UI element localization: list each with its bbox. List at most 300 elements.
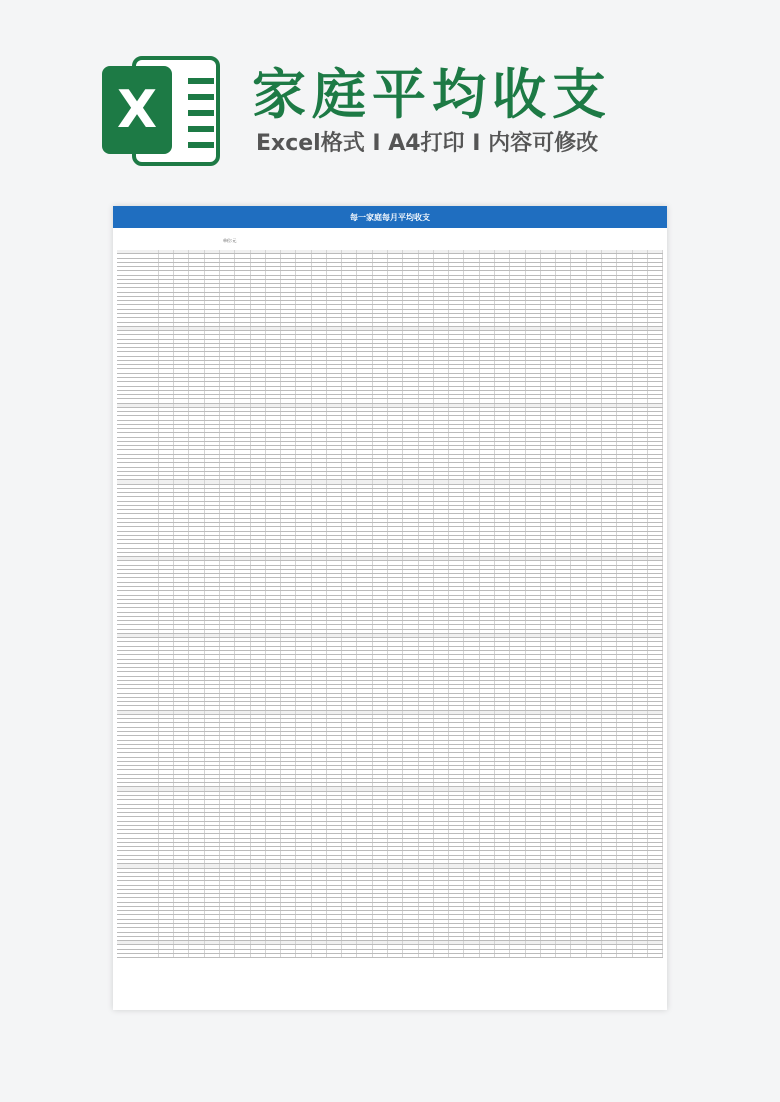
table-cell [480, 271, 495, 274]
table-cell [357, 259, 372, 262]
table-cell [159, 741, 174, 744]
table-cell [373, 787, 388, 790]
table-cell [296, 472, 311, 475]
table-cell [434, 544, 449, 547]
table-cell [526, 660, 541, 663]
table-cell [251, 408, 266, 411]
table-cell [220, 387, 235, 390]
table-cell [357, 856, 372, 859]
table-cell [510, 259, 525, 262]
table-cell [189, 459, 204, 462]
table-cell [205, 621, 220, 624]
table-cell [587, 352, 602, 355]
table-cell [296, 463, 311, 466]
table-cell [296, 600, 311, 603]
table-cell [556, 412, 571, 415]
table-cell [510, 770, 525, 773]
table-cell [510, 694, 525, 697]
table-cell [526, 540, 541, 543]
table-cell [571, 613, 586, 616]
table-cell [587, 259, 602, 262]
table-cell [541, 446, 556, 449]
table-cell [312, 510, 327, 513]
table-cell [205, 830, 220, 833]
table-cell [117, 485, 159, 488]
table-cell [434, 476, 449, 479]
table-cell [480, 694, 495, 697]
table-cell [419, 553, 434, 556]
table-cell [117, 527, 159, 530]
table-cell [342, 310, 357, 313]
table-cell [403, 664, 418, 667]
table-cell [220, 578, 235, 581]
table-cell [648, 647, 663, 650]
table-cell [434, 826, 449, 829]
table-cell [480, 817, 495, 820]
table-cell [296, 276, 311, 279]
table-cell [464, 348, 479, 351]
table-cell [388, 557, 403, 560]
table-cell [296, 506, 311, 509]
table-cell [174, 527, 189, 530]
table-cell [602, 446, 617, 449]
table-cell [617, 297, 632, 300]
table-cell [281, 463, 296, 466]
table-cell [189, 817, 204, 820]
table-cell [174, 843, 189, 846]
table-cell [541, 514, 556, 517]
table-cell [117, 775, 159, 778]
table-cell [266, 450, 281, 453]
table-cell [220, 318, 235, 321]
table-cell [373, 378, 388, 381]
table-cell [266, 480, 281, 483]
table-cell [159, 442, 174, 445]
table-cell [189, 634, 204, 637]
table-cell [174, 382, 189, 385]
table-cell [434, 638, 449, 641]
table-cell [602, 770, 617, 773]
table-cell [633, 331, 648, 334]
table-cell [373, 647, 388, 650]
table-cell [434, 305, 449, 308]
table-cell [205, 267, 220, 270]
table-cell [449, 578, 464, 581]
table-cell [648, 728, 663, 731]
table-cell [526, 429, 541, 432]
table-cell [357, 561, 372, 564]
table-cell [556, 574, 571, 577]
table-cell [159, 698, 174, 701]
table-cell [342, 642, 357, 645]
table-cell [220, 587, 235, 590]
table-cell [296, 429, 311, 432]
table-cell [388, 408, 403, 411]
table-cell [205, 536, 220, 539]
table-cell [174, 267, 189, 270]
table-cell [159, 787, 174, 790]
table-cell [159, 382, 174, 385]
table-cell [480, 369, 495, 372]
table-cell [510, 391, 525, 394]
table-cell [327, 719, 342, 722]
table-cell [464, 455, 479, 458]
table-cell [312, 783, 327, 786]
table-cell [159, 817, 174, 820]
table-cell [587, 702, 602, 705]
table-cell [495, 596, 510, 599]
table-cell [159, 715, 174, 718]
table-cell [281, 775, 296, 778]
table-cell [388, 344, 403, 347]
table-cell [205, 331, 220, 334]
table-cell [342, 493, 357, 496]
table-cell [449, 621, 464, 624]
table-cell [296, 523, 311, 526]
table-cell [541, 604, 556, 607]
data-grid [117, 250, 663, 960]
table-cell [373, 276, 388, 279]
table-cell [571, 800, 586, 803]
table-cell [373, 442, 388, 445]
table-cell [266, 352, 281, 355]
table-cell [602, 280, 617, 283]
table-cell [235, 566, 250, 569]
table-cell [174, 762, 189, 765]
table-cell [357, 604, 372, 607]
table-cell [602, 783, 617, 786]
table-cell [235, 429, 250, 432]
table-cell [495, 642, 510, 645]
table-cell [327, 766, 342, 769]
table-cell [617, 664, 632, 667]
table-cell [281, 455, 296, 458]
table-cell [388, 702, 403, 705]
table-cell [510, 523, 525, 526]
table-cell [633, 553, 648, 556]
table-cell [205, 399, 220, 402]
table-cell [281, 711, 296, 714]
table-cell [251, 310, 266, 313]
table-cell [388, 382, 403, 385]
table-cell [174, 378, 189, 381]
table-cell [327, 613, 342, 616]
table-cell [251, 468, 266, 471]
table-cell [266, 412, 281, 415]
table-cell [251, 271, 266, 274]
table-cell [587, 310, 602, 313]
table-cell [464, 301, 479, 304]
table-cell [312, 519, 327, 522]
table-cell [648, 723, 663, 726]
table-cell [159, 540, 174, 543]
table-cell [633, 805, 648, 808]
table-cell [117, 250, 159, 253]
table-cell [541, 250, 556, 253]
table-cell [480, 404, 495, 407]
table-cell [633, 468, 648, 471]
table-cell [251, 318, 266, 321]
table-cell [419, 489, 434, 492]
table-cell [495, 660, 510, 663]
table-cell [587, 766, 602, 769]
table-cell [312, 736, 327, 739]
table-cell [617, 284, 632, 287]
table-cell [464, 259, 479, 262]
table-cell [587, 557, 602, 560]
table-cell [526, 374, 541, 377]
table-cell [312, 766, 327, 769]
table-cell [251, 523, 266, 526]
table-cell [510, 574, 525, 577]
table-cell [587, 446, 602, 449]
table-cell [327, 459, 342, 462]
table-cell [205, 523, 220, 526]
table-cell [495, 429, 510, 432]
table-cell [266, 284, 281, 287]
table-cell [403, 783, 418, 786]
table-cell [403, 280, 418, 283]
table-cell [449, 753, 464, 756]
table-cell [266, 532, 281, 535]
table-cell [251, 404, 266, 407]
table-cell [571, 391, 586, 394]
table-cell [434, 741, 449, 744]
table-cell [388, 387, 403, 390]
table-cell [541, 472, 556, 475]
table-cell [205, 719, 220, 722]
table-cell [251, 651, 266, 654]
table-cell [495, 263, 510, 266]
table-cell [648, 677, 663, 680]
table-cell [296, 608, 311, 611]
table-cell [480, 706, 495, 709]
table-cell [403, 698, 418, 701]
table-cell [189, 421, 204, 424]
table-cell [266, 728, 281, 731]
table-cell [480, 416, 495, 419]
table-cell [342, 348, 357, 351]
table-cell [235, 557, 250, 560]
table-cell [434, 625, 449, 628]
table-cell [174, 779, 189, 782]
table-cell [189, 749, 204, 752]
table-cell [189, 280, 204, 283]
table-cell [556, 271, 571, 274]
table-cell [235, 608, 250, 611]
table-cell [617, 557, 632, 560]
table-cell [189, 625, 204, 628]
table-cell [602, 826, 617, 829]
table-cell [464, 297, 479, 300]
table-cell [541, 723, 556, 726]
table-cell [388, 323, 403, 326]
table-cell [510, 514, 525, 517]
table-cell [159, 672, 174, 675]
table-cell [357, 813, 372, 816]
table-cell [571, 630, 586, 633]
table-cell [117, 468, 159, 471]
table-cell [189, 711, 204, 714]
table-cell [510, 340, 525, 343]
table-cell [617, 660, 632, 663]
table-cell [419, 672, 434, 675]
table-cell [602, 301, 617, 304]
table-cell [571, 668, 586, 671]
table-cell [388, 254, 403, 257]
table-cell [235, 301, 250, 304]
table-cell [526, 630, 541, 633]
table-cell [480, 378, 495, 381]
table-cell [526, 762, 541, 765]
table-cell [251, 706, 266, 709]
table-cell [357, 331, 372, 334]
table-cell [174, 553, 189, 556]
table-cell [117, 796, 159, 799]
table-cell [189, 404, 204, 407]
table-cell [449, 340, 464, 343]
table-cell [327, 561, 342, 564]
table-cell [159, 536, 174, 539]
table-cell [403, 591, 418, 594]
table-cell [602, 254, 617, 257]
table-cell [342, 625, 357, 628]
table-cell [189, 267, 204, 270]
table-cell [251, 813, 266, 816]
table-cell [388, 736, 403, 739]
unit-note: 单位:元 [223, 238, 237, 243]
table-cell [312, 677, 327, 680]
table-cell [449, 540, 464, 543]
table-cell [556, 536, 571, 539]
table-cell [205, 259, 220, 262]
table-cell [159, 826, 174, 829]
table-cell [327, 792, 342, 795]
table-cell [174, 297, 189, 300]
table-cell [510, 263, 525, 266]
table-cell [434, 267, 449, 270]
table-cell [571, 463, 586, 466]
table-cell [342, 574, 357, 577]
table-cell [495, 851, 510, 854]
table-cell [571, 327, 586, 330]
table-cell [510, 480, 525, 483]
table-cell [617, 843, 632, 846]
table-cell [205, 446, 220, 449]
table-cell [327, 796, 342, 799]
table-cell [526, 502, 541, 505]
table-cell [296, 391, 311, 394]
table-cell [633, 476, 648, 479]
table-cell [205, 506, 220, 509]
table-cell [189, 617, 204, 620]
table-cell [541, 450, 556, 453]
table-cell [633, 689, 648, 692]
table-cell [342, 361, 357, 364]
table-cell [633, 698, 648, 701]
table-cell [327, 250, 342, 253]
table-cell [159, 689, 174, 692]
table-cell [602, 416, 617, 419]
table-cell [434, 843, 449, 846]
table-cell [449, 399, 464, 402]
table-cell [510, 779, 525, 782]
table-cell [357, 749, 372, 752]
table-cell [419, 591, 434, 594]
table-cell [464, 630, 479, 633]
table-cell [556, 374, 571, 377]
table-cell [526, 288, 541, 291]
table-cell [526, 305, 541, 308]
table-cell [556, 438, 571, 441]
table-cell [342, 527, 357, 530]
table-cell [449, 519, 464, 522]
table-cell [159, 570, 174, 573]
table-cell [327, 553, 342, 556]
table-cell [434, 523, 449, 526]
table-cell [281, 591, 296, 594]
table-cell [617, 544, 632, 547]
table-cell [189, 608, 204, 611]
table-cell [266, 792, 281, 795]
table-cell [205, 280, 220, 283]
table-cell [281, 685, 296, 688]
table-cell [510, 510, 525, 513]
table-cell [235, 770, 250, 773]
table-cell [189, 489, 204, 492]
table-cell [327, 851, 342, 854]
table-cell [205, 408, 220, 411]
table-cell [495, 536, 510, 539]
table-cell [251, 395, 266, 398]
table-cell [388, 660, 403, 663]
table-cell [342, 382, 357, 385]
table-cell [357, 851, 372, 854]
table-cell [571, 651, 586, 654]
table-cell [648, 668, 663, 671]
table-cell [296, 335, 311, 338]
table-cell [220, 749, 235, 752]
table-cell [602, 642, 617, 645]
table-cell [495, 787, 510, 790]
table-cell [648, 758, 663, 761]
table-cell [281, 647, 296, 650]
table-cell [357, 596, 372, 599]
table-cell [117, 685, 159, 688]
table-cell [571, 642, 586, 645]
table-cell [159, 583, 174, 586]
table-cell [174, 485, 189, 488]
table-cell [556, 762, 571, 765]
table-cell [251, 766, 266, 769]
table-cell [541, 314, 556, 317]
table-cell [556, 267, 571, 270]
table-cell [220, 438, 235, 441]
table-cell [205, 310, 220, 313]
table-cell [205, 250, 220, 253]
table-cell [403, 510, 418, 513]
table-cell [495, 834, 510, 837]
table-cell [174, 523, 189, 526]
table-cell [464, 331, 479, 334]
table-cell [174, 728, 189, 731]
table-cell [235, 672, 250, 675]
table-cell [312, 694, 327, 697]
table-cell [587, 783, 602, 786]
table-cell [526, 446, 541, 449]
table-cell [541, 408, 556, 411]
table-cell [327, 813, 342, 816]
